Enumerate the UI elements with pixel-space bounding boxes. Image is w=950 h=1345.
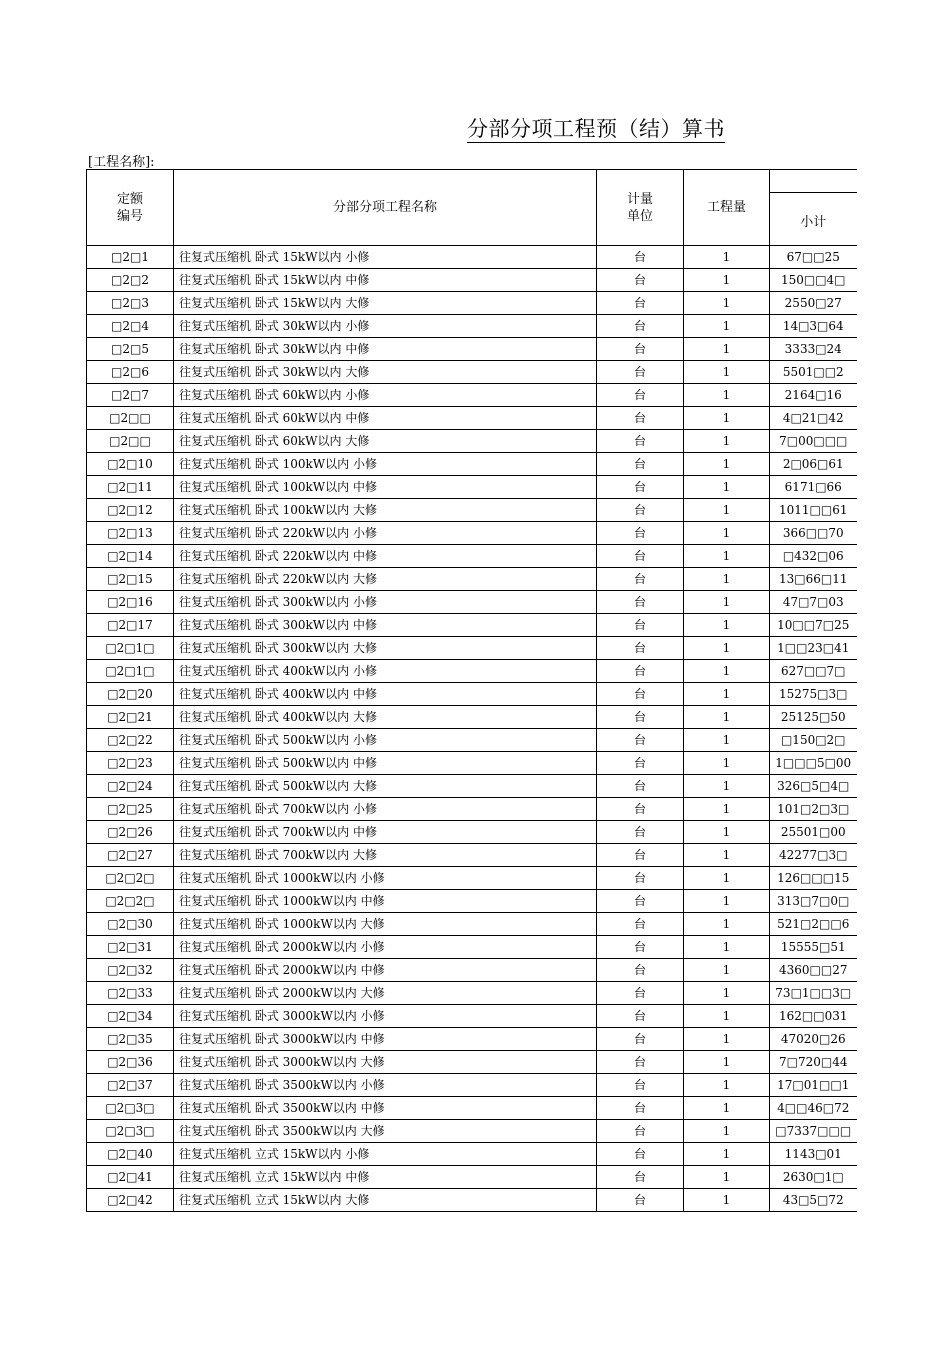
subtotal-cell: 15275□3□: [770, 683, 857, 706]
unit-cell: 台: [597, 1051, 684, 1074]
item-name-cell: 往复式压缩机 卧式 3500kW以内 小修: [174, 1074, 597, 1097]
subtotal-cell: 67□□25: [770, 246, 857, 269]
item-name-cell: 往复式压缩机 卧式 15kW以内 中修: [174, 269, 597, 292]
item-name-cell: 往复式压缩机 卧式 3500kW以内 大修: [174, 1120, 597, 1143]
header-item-name: 分部分项工程名称: [174, 170, 597, 246]
table-row: [87, 1097, 857, 1120]
table-row: [87, 338, 857, 361]
quota-code-cell: □2□26: [87, 821, 174, 844]
table-row: [87, 1051, 857, 1074]
estimate-table: [86, 169, 857, 1212]
quantity-cell: 1: [684, 936, 770, 959]
quota-code-cell: □2□3□: [87, 1097, 174, 1120]
quantity-cell: 1: [684, 568, 770, 591]
project-name-label: [工程名称]:: [88, 155, 155, 170]
table-row: [87, 476, 857, 499]
item-name-cell: 往复式压缩机 立式 15kW以内 小修: [174, 1143, 597, 1166]
unit-cell: 台: [597, 821, 684, 844]
unit-cell: 台: [597, 384, 684, 407]
item-name-cell: 往复式压缩机 卧式 300kW以内 大修: [174, 637, 597, 660]
unit-cell: 台: [597, 890, 684, 913]
quantity-cell: 1: [684, 867, 770, 890]
unit-cell: 台: [597, 1097, 684, 1120]
item-name-cell: 往复式压缩机 卧式 1000kW以内 大修: [174, 913, 597, 936]
quantity-cell: 1: [684, 1005, 770, 1028]
unit-cell: 台: [597, 1028, 684, 1051]
table-row: [87, 384, 857, 407]
unit-cell: 台: [597, 1005, 684, 1028]
item-name-cell: 往复式压缩机 卧式 60kW以内 中修: [174, 407, 597, 430]
item-name-cell: 往复式压缩机 卧式 400kW以内 小修: [174, 660, 597, 683]
quantity-cell: 1: [684, 1074, 770, 1097]
quota-code-cell: □2□27: [87, 844, 174, 867]
quota-code-cell: □2□10: [87, 453, 174, 476]
quota-code-cell: □2□36: [87, 1051, 174, 1074]
quota-code-cell: □2□14: [87, 545, 174, 568]
header-unit: 计量 单位: [597, 170, 684, 246]
unit-cell: 台: [597, 1074, 684, 1097]
item-name-cell: 往复式压缩机 卧式 700kW以内 大修: [174, 844, 597, 867]
item-name-cell: 往复式压缩机 卧式 500kW以内 大修: [174, 775, 597, 798]
item-name-cell: 往复式压缩机 卧式 220kW以内 中修: [174, 545, 597, 568]
quota-code-cell: □2□17: [87, 614, 174, 637]
subtotal-cell: 2630□1□: [770, 1166, 857, 1189]
item-name-cell: 往复式压缩机 卧式 2000kW以内 中修: [174, 959, 597, 982]
table-row: [87, 1028, 857, 1051]
subtotal-cell: □7337□□□: [770, 1120, 857, 1143]
unit-cell: 台: [597, 867, 684, 890]
quota-code-cell: □2□3: [87, 292, 174, 315]
quantity-cell: 1: [684, 1097, 770, 1120]
quantity-cell: 1: [684, 1143, 770, 1166]
quota-code-cell: □2□24: [87, 775, 174, 798]
unit-cell: 台: [597, 292, 684, 315]
item-name-cell: 往复式压缩机 卧式 400kW以内 中修: [174, 683, 597, 706]
table-row: [87, 522, 857, 545]
quota-code-cell: □2□3□: [87, 1120, 174, 1143]
quota-code-cell: □2□41: [87, 1166, 174, 1189]
subtotal-cell: □432□06: [770, 545, 857, 568]
unit-cell: 台: [597, 982, 684, 1005]
header-quantity: 工程量: [684, 170, 770, 246]
subtotal-cell: 366□□70: [770, 522, 857, 545]
unit-cell: 台: [597, 361, 684, 384]
quota-code-cell: □2□1□: [87, 637, 174, 660]
subtotal-cell: 73□1□□3□: [770, 982, 857, 1005]
unit-cell: 台: [597, 614, 684, 637]
table-row: [87, 1005, 857, 1028]
table-row: [87, 959, 857, 982]
table-row: [87, 614, 857, 637]
table-row: [87, 867, 857, 890]
subtotal-cell: 7□00□□□: [770, 430, 857, 453]
quantity-cell: 1: [684, 1028, 770, 1051]
item-name-cell: 往复式压缩机 卧式 400kW以内 大修: [174, 706, 597, 729]
subtotal-cell: 627□□7□: [770, 660, 857, 683]
table-row: [87, 683, 857, 706]
quantity-cell: 1: [684, 660, 770, 683]
item-name-cell: 往复式压缩机 卧式 2000kW以内 小修: [174, 936, 597, 959]
subtotal-cell: 7□720□44: [770, 1051, 857, 1074]
table-row: [87, 246, 857, 269]
quota-code-cell: □2□35: [87, 1028, 174, 1051]
table-row: [87, 545, 857, 568]
item-name-cell: 往复式压缩机 立式 15kW以内 大修: [174, 1189, 597, 1212]
header-quota-code: 定额 编号: [87, 170, 174, 246]
subtotal-cell: 2164□16: [770, 384, 857, 407]
quantity-cell: 1: [684, 798, 770, 821]
subtotal-cell: 25501□00: [770, 821, 857, 844]
subtotal-cell: 4360□□27: [770, 959, 857, 982]
quota-code-cell: □2□37: [87, 1074, 174, 1097]
unit-cell: 台: [597, 844, 684, 867]
table-row: [87, 706, 857, 729]
unit-cell: 台: [597, 591, 684, 614]
item-name-cell: 往复式压缩机 卧式 30kW以内 小修: [174, 315, 597, 338]
unit-cell: 台: [597, 706, 684, 729]
item-name-cell: 往复式压缩机 卧式 1000kW以内 小修: [174, 867, 597, 890]
quota-code-cell: □2□6: [87, 361, 174, 384]
table-row: [87, 660, 857, 683]
item-name-cell: 往复式压缩机 卧式 3000kW以内 小修: [174, 1005, 597, 1028]
table-row: [87, 890, 857, 913]
quota-code-cell: □2□25: [87, 798, 174, 821]
unit-cell: 台: [597, 936, 684, 959]
quota-code-cell: □2□40: [87, 1143, 174, 1166]
item-name-cell: 往复式压缩机 卧式 300kW以内 小修: [174, 591, 597, 614]
subtotal-cell: 47020□26: [770, 1028, 857, 1051]
quota-code-cell: □2□20: [87, 683, 174, 706]
quantity-cell: 1: [684, 614, 770, 637]
quantity-cell: 1: [684, 982, 770, 1005]
subtotal-cell: 14□3□64: [770, 315, 857, 338]
unit-cell: 台: [597, 1120, 684, 1143]
subtotal-cell: 15555□51: [770, 936, 857, 959]
quantity-cell: 1: [684, 269, 770, 292]
quantity-cell: 1: [684, 499, 770, 522]
unit-cell: 台: [597, 775, 684, 798]
item-name-cell: 往复式压缩机 卧式 30kW以内 中修: [174, 338, 597, 361]
subtotal-cell: 101□2□3□: [770, 798, 857, 821]
unit-cell: 台: [597, 246, 684, 269]
quota-code-cell: □2□12: [87, 499, 174, 522]
unit-cell: 台: [597, 499, 684, 522]
quantity-cell: 1: [684, 890, 770, 913]
quantity-cell: 1: [684, 913, 770, 936]
item-name-cell: 往复式压缩机 卧式 500kW以内 小修: [174, 729, 597, 752]
unit-cell: 台: [597, 545, 684, 568]
quota-code-cell: □2□2□: [87, 890, 174, 913]
quota-code-cell: □2□13: [87, 522, 174, 545]
table-row: [87, 1189, 857, 1212]
table-row: [87, 729, 857, 752]
subtotal-cell: 25125□50: [770, 706, 857, 729]
table-row: [87, 844, 857, 867]
table-row: [87, 798, 857, 821]
quantity-cell: 1: [684, 591, 770, 614]
quantity-cell: 1: [684, 407, 770, 430]
item-name-cell: 往复式压缩机 卧式 700kW以内 小修: [174, 798, 597, 821]
item-name-cell: 往复式压缩机 卧式 3000kW以内 中修: [174, 1028, 597, 1051]
quota-code-cell: □2□23: [87, 752, 174, 775]
quota-code-cell: □2□7: [87, 384, 174, 407]
item-name-cell: 往复式压缩机 卧式 15kW以内 大修: [174, 292, 597, 315]
item-name-cell: 往复式压缩机 卧式 700kW以内 中修: [174, 821, 597, 844]
subtotal-cell: 2550□27: [770, 292, 857, 315]
quota-code-cell: □2□34: [87, 1005, 174, 1028]
quota-code-cell: □2□1: [87, 246, 174, 269]
table-row: [87, 407, 857, 430]
quantity-cell: 1: [684, 752, 770, 775]
quantity-cell: 1: [684, 1189, 770, 1212]
table-row: [87, 775, 857, 798]
unit-cell: 台: [597, 959, 684, 982]
quantity-cell: 1: [684, 706, 770, 729]
item-name-cell: 往复式压缩机 卧式 3500kW以内 中修: [174, 1097, 597, 1120]
quantity-cell: 1: [684, 1120, 770, 1143]
table-row: [87, 269, 857, 292]
subtotal-cell: 126□□□15: [770, 867, 857, 890]
table-row: [87, 591, 857, 614]
quota-code-cell: □2□2: [87, 269, 174, 292]
quota-code-cell: □2□22: [87, 729, 174, 752]
subtotal-cell: 13□66□11: [770, 568, 857, 591]
quantity-cell: 1: [684, 453, 770, 476]
quota-code-cell: □2□1□: [87, 660, 174, 683]
subtotal-cell: □150□2□: [770, 729, 857, 752]
unit-cell: 台: [597, 315, 684, 338]
table-row: [87, 637, 857, 660]
subtotal-cell: 42277□3□: [770, 844, 857, 867]
unit-cell: 台: [597, 683, 684, 706]
quantity-cell: 1: [684, 522, 770, 545]
quota-code-cell: □2□30: [87, 913, 174, 936]
table-row: [87, 1120, 857, 1143]
table-row: [87, 315, 857, 338]
table-header-row-top: [87, 170, 857, 193]
unit-cell: 台: [597, 430, 684, 453]
unit-cell: 台: [597, 476, 684, 499]
quota-code-cell: □2□□: [87, 407, 174, 430]
quota-code-cell: □2□32: [87, 959, 174, 982]
item-name-cell: 往复式压缩机 卧式 100kW以内 大修: [174, 499, 597, 522]
subtotal-cell: 326□5□4□: [770, 775, 857, 798]
quantity-cell: 1: [684, 246, 770, 269]
quantity-cell: 1: [684, 315, 770, 338]
unit-cell: 台: [597, 1166, 684, 1189]
unit-cell: 台: [597, 798, 684, 821]
unit-cell: 台: [597, 637, 684, 660]
quantity-cell: 1: [684, 430, 770, 453]
quota-code-cell: □2□5: [87, 338, 174, 361]
subtotal-cell: 43□5□72: [770, 1189, 857, 1212]
subtotal-cell: 162□□031: [770, 1005, 857, 1028]
item-name-cell: 往复式压缩机 立式 15kW以内 中修: [174, 1166, 597, 1189]
unit-cell: 台: [597, 729, 684, 752]
subtotal-cell: 1143□01: [770, 1143, 857, 1166]
subtotal-cell: 1□□23□41: [770, 637, 857, 660]
table-row: [87, 752, 857, 775]
table-row: [87, 1074, 857, 1097]
quantity-cell: 1: [684, 545, 770, 568]
table-row: [87, 361, 857, 384]
subtotal-cell: 17□01□□1: [770, 1074, 857, 1097]
unit-cell: 台: [597, 453, 684, 476]
subtotal-cell: 521□2□□6: [770, 913, 857, 936]
quota-code-cell: □2□4: [87, 315, 174, 338]
unit-cell: 台: [597, 522, 684, 545]
table-row: [87, 821, 857, 844]
item-name-cell: 往复式压缩机 卧式 30kW以内 大修: [174, 361, 597, 384]
table-row: [87, 292, 857, 315]
item-name-cell: 往复式压缩机 卧式 220kW以内 大修: [174, 568, 597, 591]
header-amount-group: [770, 170, 857, 193]
quota-code-cell: □2□21: [87, 706, 174, 729]
quantity-cell: 1: [684, 683, 770, 706]
subtotal-cell: 2□06□61: [770, 453, 857, 476]
quantity-cell: 1: [684, 338, 770, 361]
table-row: [87, 936, 857, 959]
table-row: [87, 453, 857, 476]
quantity-cell: 1: [684, 821, 770, 844]
subtotal-cell: 5501□□2: [770, 361, 857, 384]
table-row: [87, 982, 857, 1005]
quantity-cell: 1: [684, 844, 770, 867]
table-row: [87, 568, 857, 591]
unit-cell: 台: [597, 660, 684, 683]
unit-cell: 台: [597, 1189, 684, 1212]
page-title: 分部分项工程预（结）算书: [467, 117, 725, 141]
item-name-cell: 往复式压缩机 卧式 60kW以内 大修: [174, 430, 597, 453]
quota-code-cell: □2□2□: [87, 867, 174, 890]
quantity-cell: 1: [684, 384, 770, 407]
subtotal-cell: 47□7□03: [770, 591, 857, 614]
item-name-cell: 往复式压缩机 卧式 500kW以内 中修: [174, 752, 597, 775]
item-name-cell: 往复式压缩机 卧式 1000kW以内 中修: [174, 890, 597, 913]
quota-code-cell: □2□42: [87, 1189, 174, 1212]
quantity-cell: 1: [684, 292, 770, 315]
quota-code-cell: □2□31: [87, 936, 174, 959]
item-name-cell: 往复式压缩机 卧式 60kW以内 小修: [174, 384, 597, 407]
table-row: [87, 913, 857, 936]
quantity-cell: 1: [684, 775, 770, 798]
subtotal-cell: 4□□46□72: [770, 1097, 857, 1120]
quota-code-cell: □2□15: [87, 568, 174, 591]
quantity-cell: 1: [684, 637, 770, 660]
subtotal-cell: 313□7□0□: [770, 890, 857, 913]
quota-code-cell: □2□11: [87, 476, 174, 499]
item-name-cell: 往复式压缩机 卧式 15kW以内 小修: [174, 246, 597, 269]
subtotal-cell: 3333□24: [770, 338, 857, 361]
unit-cell: 台: [597, 269, 684, 292]
unit-cell: 台: [597, 568, 684, 591]
table-row: [87, 1143, 857, 1166]
subtotal-cell: 1011□□61: [770, 499, 857, 522]
item-name-cell: 往复式压缩机 卧式 100kW以内 中修: [174, 476, 597, 499]
quota-code-cell: □2□33: [87, 982, 174, 1005]
quota-code-cell: □2□16: [87, 591, 174, 614]
table-row: [87, 499, 857, 522]
table-row: [87, 1166, 857, 1189]
unit-cell: 台: [597, 407, 684, 430]
item-name-cell: 往复式压缩机 卧式 2000kW以内 大修: [174, 982, 597, 1005]
quantity-cell: 1: [684, 1051, 770, 1074]
quantity-cell: 1: [684, 476, 770, 499]
unit-cell: 台: [597, 752, 684, 775]
subtotal-cell: 1□□□5□00: [770, 752, 857, 775]
header-subtotal: 小计: [770, 193, 857, 246]
quantity-cell: 1: [684, 959, 770, 982]
quantity-cell: 1: [684, 729, 770, 752]
subtotal-cell: 6171□66: [770, 476, 857, 499]
unit-cell: 台: [597, 338, 684, 361]
subtotal-cell: 4□21□42: [770, 407, 857, 430]
item-name-cell: 往复式压缩机 卧式 100kW以内 小修: [174, 453, 597, 476]
unit-cell: 台: [597, 1143, 684, 1166]
unit-cell: 台: [597, 913, 684, 936]
quantity-cell: 1: [684, 1166, 770, 1189]
quantity-cell: 1: [684, 361, 770, 384]
table-row: [87, 430, 857, 453]
item-name-cell: 往复式压缩机 卧式 300kW以内 中修: [174, 614, 597, 637]
subtotal-cell: 150□□4□: [770, 269, 857, 292]
item-name-cell: 往复式压缩机 卧式 220kW以内 小修: [174, 522, 597, 545]
quota-code-cell: □2□□: [87, 430, 174, 453]
item-name-cell: 往复式压缩机 卧式 3000kW以内 大修: [174, 1051, 597, 1074]
subtotal-cell: 10□□7□25: [770, 614, 857, 637]
